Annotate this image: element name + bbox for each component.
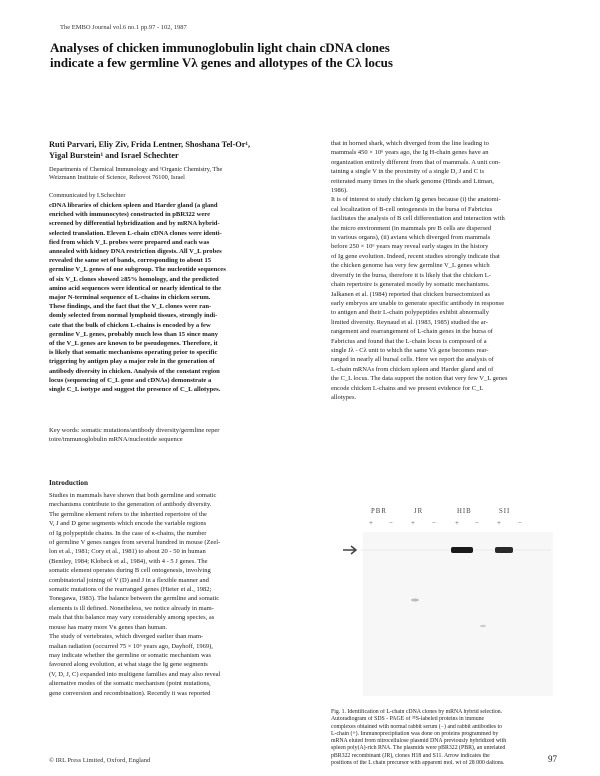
caption-line: complexes obtained with normal rabbit serum (−) and rabbit antibodies to [331,723,503,730]
right-line: Fabricius and found that the L-chain locus is composed of a [331,337,487,345]
gel-spot [480,625,486,627]
right-line: L-chain mRNAs from chicken spleen and Harder gland and of [331,365,494,373]
abstract-line: domly selected from normal lymphoid tissues, strongly indi- [49,312,218,320]
right-column-text [331,139,557,402]
right-line: rangement and rearrangement of L-chain genes in the bursa of [331,328,493,336]
intro-line: mouse has many more Vκ genes than human. [49,623,167,631]
intro-line: Studies in mammals have shown that both germline and somatic [49,492,217,499]
intro-line: The study of vertebrates, which diverged earlier than mam- [49,633,204,641]
title-line-1: Analyses of chicken immunoglobulin light chain cDNA clones [50,40,390,55]
lane-sign: + [455,519,459,527]
abstract-line: annealed with kidney DNA restriction digests. All V_L probes [49,248,222,256]
lane-label-pbr: PBR [371,508,387,515]
caption-line: mRNA eluted from nitrocellulose plasmid DNA previously hybridized with [331,738,507,745]
abstract-line: of six V_L clones showed ≥85% homology, and the predicted [49,275,219,283]
right-line: allotypes. [331,393,357,401]
communicated-by: Communicated by I.Schechter [49,192,126,199]
page-number: 97 [548,754,557,764]
keywords-line: toire/immunoglobulin mRNA/nucleotide sequence [49,436,183,444]
intro-line: somatic element operates during B cell ontogenesis, involving [49,567,211,575]
keywords-line: Key words: somatic mutations/antibody diversity/germline reper [49,427,220,434]
right-line: that in horned shark, which diverged from the line leading to [331,140,489,147]
right-line: cal localization of B-cell ontogenesis in the bursa of Fabricius [331,205,493,213]
abstract-line: locus (sequencing of C_L gene and cDNAs) demonstrate a [49,376,212,384]
gel-band-sii [495,547,513,553]
right-line: organization entirely different from that of mammals. A unit con- [331,158,501,166]
gel-background [363,532,553,696]
abstract-line: enriched with immunocytes) constructed in pBR322 were [49,211,211,219]
right-line: in various organs), (ii) avians which diverged from mammals [331,234,491,242]
lane-label-jr: JR [414,508,424,515]
journal-header: The EMBO Journal vol.6 no.1 pp.97 - 102, 1987 [60,24,187,31]
lane-sign: − [518,519,522,527]
intro-line: gene conversion and recombination). Recently it was reported [49,689,211,697]
introduction-text [49,491,312,698]
right-line: ranged in nearly all bursal cells. Here we report the analysis of [331,356,494,364]
abstract-line: fied from which V_L probes were prepared and each was [49,238,210,246]
lane-sign: − [389,519,393,527]
caption-line: Fig. 1. Identification of L-chain cDNA clones by mRNA hybrid selection. [331,709,503,715]
intro-line: malian radiation (occurred 75 × 10⁶ years ago, Dayhoff, 1969), [49,642,213,650]
caption-line: spleen poly(A)-rich RNA. The plasmids were pBR322 (PBR), an unrelated [331,745,506,752]
abstract-line: is likely that somatic mechanisms operating prior to specific [49,349,218,357]
right-line: Jalkanen et al. (1984) reported that chicken bursectomized as [331,290,491,298]
abstract-line: germline V_L genes, probably much less than 15 since many [49,330,219,338]
intro-line: V, J and D gene segments which encode the variable regions [49,520,207,528]
authors-line-1: Ruti Parvari, Eliy Ziv, Frida Lentner, Shoshana Tel-Or¹, [49,140,251,149]
abstract-line: amino acid sequences were identical or nearly identical to the [49,284,222,292]
keywords [49,426,312,444]
affiliation-line-1: Departments of Chemical Immunology and ¹Organic Chemistry, The [49,166,223,173]
intro-line: elements is ill defined. Nonetheless, we notice already in mam- [49,604,214,612]
abstract-line: major N-terminal sequence of L-chains in chicken serum. [49,294,211,302]
abstract-line: screened by differential hybridization and by mRNA hybrid- [49,220,220,228]
abstract-line: of the V_L genes are known to be pseudogenes. Therefore, it [49,340,218,348]
abstract-line: revealed the same set of bands, corresponding to about 15 [49,257,212,265]
right-line: mammals 450 × 10⁶ years ago, the Ig H-chain genes have an [331,149,489,157]
intro-line: (Bentley, 1984; Klobeck et al., 1984), with 4 - 5 J genes. The [49,557,208,565]
abstract-line: cDNA libraries of chicken spleen and Harder gland (a gland [49,202,218,209]
right-line: It is of interest to study chicken Ig genes because (i) the anatomi- [331,196,501,204]
figure-caption [331,709,557,767]
caption-line: pBR322 recombinant (JR), clones H18 and S11. Arrow indicates the [331,752,490,759]
right-line: limited diversity. Reynaud et al. (1983, 1985) studied the ar- [331,318,488,326]
abstract-line: germline V_L genes of one subgroup. The nucleotide sequences [49,266,226,274]
lane-sign: + [411,519,415,527]
right-line: chain repertoire is generated mostly by somatic mechanisms. [331,281,490,289]
right-line: the micro environment (in mammals pre B cells are dispersed [331,224,492,232]
abstract-line: These findings, and the fact that the V_L clones were ran- [49,303,212,311]
intro-line: somatic mutations of the rearranged genes (Hieter et al., 1982; [49,586,212,594]
abstract [49,201,312,394]
right-line: taining a single V in the proximity of a single D, J and C is [331,168,485,176]
gel-band-hib [451,547,473,553]
lane-sign: + [497,519,501,527]
affiliation [49,166,319,182]
right-line: of Ig gene evolution. Indeed, recent studies strongly indicate that [331,252,500,260]
caption-line: L-chain (+). Immunoprecipitation was done on proteins programmed by [331,730,499,737]
abstract-line: triggering by antigen play a major role in the generation of [49,358,215,366]
gel-image [343,508,567,698]
caption-line: positions of the L chain precursor with apparent mol. wt of 28 000 daltons. [331,760,505,767]
abstract-line: cate that the bulk of chicken L-chains is encoded by a few [49,321,211,329]
arrow-icon [343,546,356,554]
lane-sign: + [369,519,373,527]
right-line: encode chicken L-chains and we present evidence for C_L [331,384,484,392]
intro-line: of germline V genes ranges from several hundred in mouse (Zeel- [49,539,221,547]
affiliation-line-2: Weizmann Institute of Science, Rehovot 76100, Israel [49,174,185,181]
lane-label-sii: SII [499,508,511,515]
right-line: the C_L locus. The data support the notion that very few V_L genes [331,375,508,383]
gel-figure [343,508,567,698]
right-line: before 250 × 10⁶ years may reveal early stages in the history [331,243,489,251]
right-line: early embryos are unable to generate specific antibody in response [331,299,505,307]
right-line: to antigen and their L-chain polypeptides exhibit abnormally [331,309,489,317]
right-line: reiterated many times in the shark genome (Hinds and Litman, [331,177,494,185]
introduction-heading: Introduction [49,479,89,487]
article-title [50,40,570,70]
lane-sign: − [432,519,436,527]
right-line: single Jλ - Cλ unit to which the same Vλ gene becomes rear- [331,346,489,354]
intro-line: (V, D, J, C) expanded into multigene families and may also reveal [49,670,221,678]
right-line: the chicken genome has very few germline V_L genes which [331,262,490,270]
intro-line: The germline element refers to the inherited repertoire of the [49,510,207,518]
abstract-line: antibody diversity in chicken. Analysis of the constant region [49,367,220,375]
right-line: diversify in the bursa, therefore it is likely that the chicken L- [331,271,491,279]
intro-line: of Ig polypeptide chains. In the case of κ-chains, the number [49,529,207,537]
title-line-2: indicate a few germline Vλ genes and allotypes of the Cλ locus [50,55,393,70]
right-line: facilitates the analysis of B cell differentiation and interaction with [331,215,505,223]
caption-line: Autoradiogram of SDS - PAGE of ³⁵S-labeled proteins in immune [331,716,485,723]
intro-line: Tonegawa, 1983). The balance between the germline and somatic [49,595,220,603]
intro-line: may indicate whether the germline or somatic mechanism was [49,651,212,659]
publisher-footer: © IRL Press Limited, Oxford, England [49,757,151,764]
abstract-line: single C_L isotype and suggest the presence of C_L allotypes. [49,386,221,394]
authors [49,139,319,161]
intro-line: favoured along evolution, at what stage the Ig gene segments [49,661,208,669]
gel-spot [411,599,419,602]
intro-line: lon et al., 1981; Cory et al., 1981) to about 20 - 50 in human [49,548,206,556]
lane-sign: − [475,519,479,527]
right-line: 1986). [331,187,348,195]
intro-line: mechanisms contribute to the generation of antibody diversity. [49,501,212,509]
intro-line: combinatorial joining of V (D) and J in a flexible manner and [49,576,209,584]
lane-label-hib: HIB [457,508,472,515]
abstract-line: selected translation. Eleven L-chain cDNA clones were identi- [49,229,222,237]
intro-line: mals that this balance may vary considerably among species, as [49,614,215,622]
intro-line: alternative modes of the somatic mechanism (point mutations, [49,680,211,688]
authors-line-2: Yigal Burstein¹ and Israel Schechter [49,151,179,160]
